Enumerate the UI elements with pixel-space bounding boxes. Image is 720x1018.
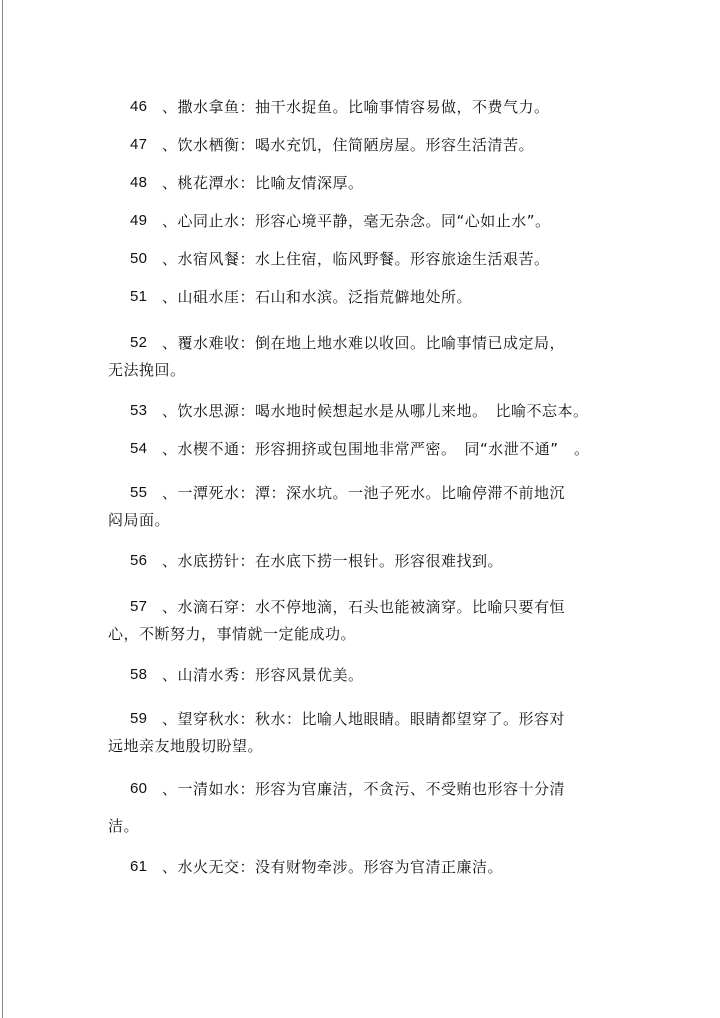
entry-number: 57 <box>130 598 148 615</box>
entry-number: 59 <box>130 710 148 727</box>
entry-number: 48 <box>130 174 148 191</box>
entry-continuation: 无法挽回。 <box>108 361 186 379</box>
entry-text: 、撒水拿鱼：抽干水捉鱼。比喻事情容易做，不费气力。 <box>162 98 550 116</box>
entry-text: 、水楔不通：形容拥挤或包围地非常严密。 同“水泄不通” 。 <box>162 440 590 458</box>
entry-text: 、覆水难收：倒在地上地水难以收回。比喻事情已成定局， <box>162 334 566 352</box>
entry-text: 、山砠水厓：石山和水滨。泛指荒僻地处所。 <box>162 288 473 306</box>
entry-text: 、水火无交：没有财物牵涉。形容为官清正廉洁。 <box>162 858 504 876</box>
entry-continuation: 远地亲友地殷切盼望。 <box>108 737 264 755</box>
entry-number: 50 <box>130 250 148 267</box>
entry-number: 52 <box>130 334 148 351</box>
entry-continuation: 闷局面。 <box>108 511 171 529</box>
entry-number: 46 <box>130 98 148 115</box>
entry-number: 54 <box>130 440 148 457</box>
entry-number: 58 <box>130 666 148 683</box>
entry-text: 、山清水秀：形容风景优美。 <box>162 666 364 684</box>
entry-continuation: 洁。 <box>108 817 140 835</box>
entry-text: 、一潭死水：潭：深水坑。一池子死水。比喻停滞不前地沉 <box>162 484 566 502</box>
entry-number: 47 <box>130 136 148 153</box>
entry-text: 、水宿风餐：水上住宿，临风野餐。形容旅途生活艰苦。 <box>162 250 550 268</box>
entry-text: 、心同止水：形容心境平静，毫无杂念。同“心如止水”。 <box>162 212 551 230</box>
entry-continuation: 心，不断努力，事情就一定能成功。 <box>108 625 357 643</box>
page-edge-line <box>2 0 3 1018</box>
entry-text: 、水底捞针：在水底下捞一根针。形容很难找到。 <box>162 552 504 570</box>
entry-number: 55 <box>130 484 148 501</box>
entry-number: 51 <box>130 288 148 305</box>
entry-text: 、饮水思源：喝水地时候想起水是从哪儿来地。 比喻不忘本。 <box>162 402 589 420</box>
entry-text: 、桃花潭水：比喻友情深厚。 <box>162 174 364 192</box>
entry-number: 56 <box>130 552 148 569</box>
entry-text: 、一清如水：形容为官廉洁，不贪污、不受贿也形容十分清 <box>162 780 566 798</box>
entry-number: 61 <box>130 858 148 875</box>
entry-number: 60 <box>130 780 148 797</box>
entry-text: 、饮水栖衡：喝水充饥，住简陋房屋。形容生活清苦。 <box>162 136 535 154</box>
entry-number: 53 <box>130 402 148 419</box>
entry-text: 、望穿秋水：秋水：比喻人地眼睛。眼睛都望穿了。形容对 <box>162 710 566 728</box>
entry-text: 、水滴石穿：水不停地滴，石头也能被滴穿。比喻只要有恒 <box>162 598 566 616</box>
entry-number: 49 <box>130 212 148 229</box>
